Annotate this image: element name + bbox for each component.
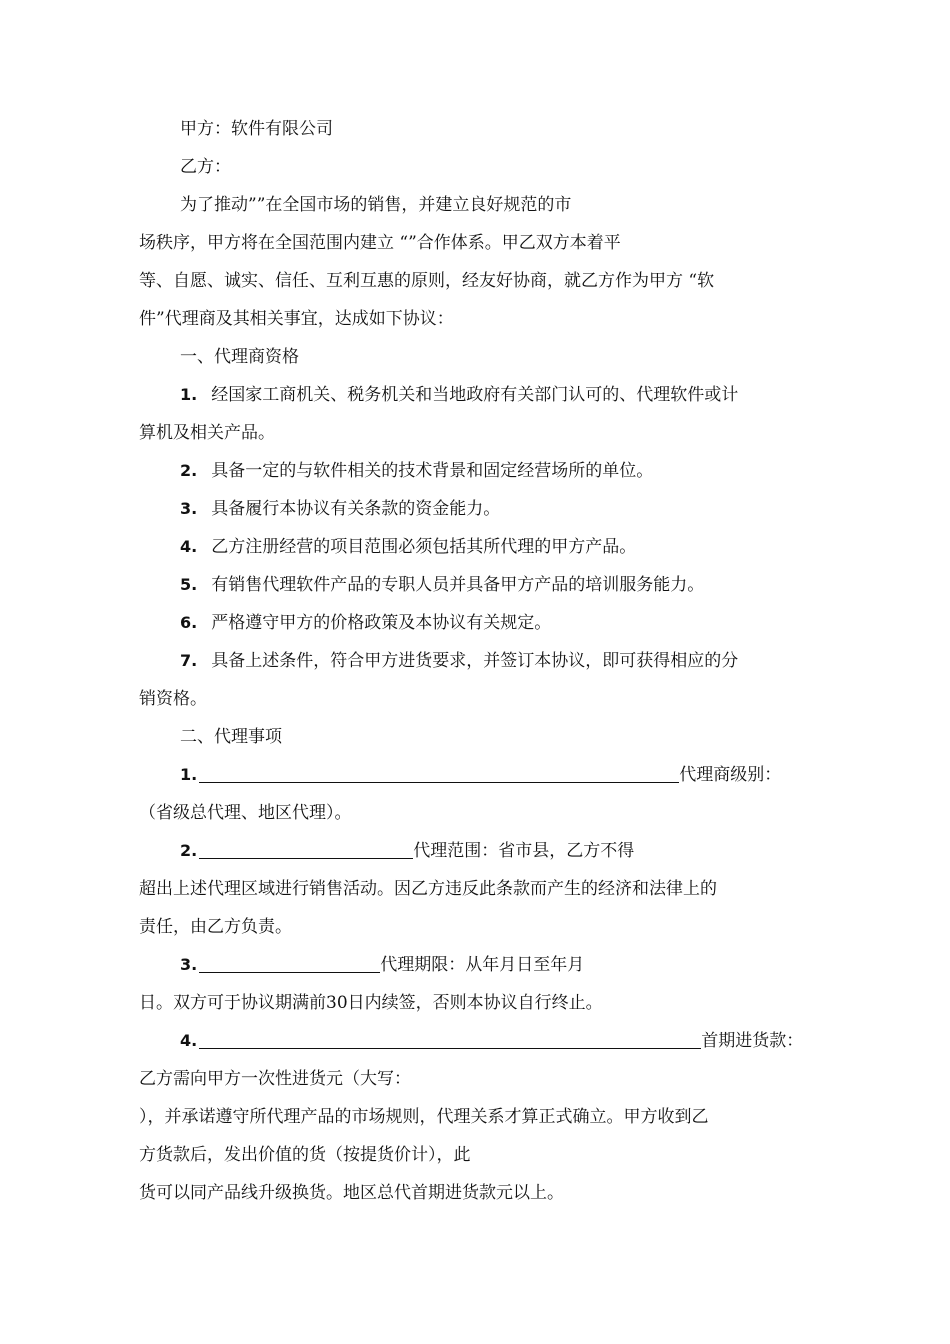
qualification-item-1-cont: 算机及相关产品。 [139, 423, 275, 443]
blank-fill-line [199, 839, 413, 859]
section-1-heading: 一、代理商资格 [180, 347, 299, 367]
intro-line-4: 件”代理商及其相关事宜，达成如下协议： [139, 309, 454, 329]
item-number: 3. [180, 499, 198, 518]
intro-line-2: 场秩序，甲方将在全国范围内建立 “”合作体系。甲乙双方本着平 [139, 233, 621, 253]
item-text: 代理期限：从年月日至年月 [380, 955, 585, 975]
item-number: 3. [180, 955, 198, 974]
qualification-item-3 [180, 497, 500, 521]
intro-line-3: 等、自愿、诚实、信任、互利互惠的原则，经友好协商，就乙方作为甲方 “软 [139, 271, 715, 291]
section-2-heading: 二、代理事项 [180, 727, 282, 747]
agency-item-4 [180, 1029, 803, 1053]
qualification-item-7-cont: 销资格。 [139, 689, 207, 709]
item-number: 2. [180, 841, 198, 860]
party-b-line: 乙方： [180, 157, 231, 177]
agency-item-1 [180, 763, 781, 787]
item-text: 具备履行本协议有关条款的资金能力。 [211, 499, 501, 519]
agency-item-3 [180, 953, 584, 977]
agency-item-4-cont-2: ），并承诺遵守所代理产品的市场规则，代理关系才算正式确立。甲方收到乙 [139, 1107, 709, 1127]
blank-fill-line [199, 1029, 701, 1049]
agency-item-4-cont-3: 方货款后，发出价值的货（按提货价计），此 [139, 1145, 471, 1165]
item-text: 代理范围：省市县，乙方不得 [413, 841, 635, 861]
qualification-item-4 [180, 535, 636, 559]
item-text: 首期进货款： [701, 1031, 804, 1051]
item-number: 1. [180, 765, 198, 784]
agency-item-1-cont: （省级总代理、地区代理）。 [139, 803, 352, 823]
agency-item-2-cont-1: 超出上述代理区域进行销售活动。因乙方违反此条款而产生的经济和法律上的 [139, 879, 717, 899]
item-text: 乙方注册经营的项目范围必须包括其所代理的甲方产品。 [211, 537, 637, 557]
qualification-item-6 [180, 611, 551, 635]
item-number: 4. [180, 537, 198, 556]
agency-item-4-cont-1: 乙方需向甲方一次性进货元（大写： [139, 1069, 411, 1089]
qualification-item-7 [180, 649, 738, 673]
agency-item-2 [180, 839, 634, 863]
item-text: 代理商级别： [679, 765, 782, 785]
qualification-item-5 [180, 573, 704, 597]
qualification-item-1 [180, 383, 738, 407]
item-number: 4. [180, 1031, 198, 1050]
item-text: 具备一定的与软件相关的技术背景和固定经营场所的单位。 [211, 461, 654, 481]
item-number: 5. [180, 575, 198, 594]
item-text: 有销售代理软件产品的专职人员并具备甲方产品的培训服务能力。 [211, 575, 705, 595]
qualification-item-2 [180, 459, 653, 483]
item-number: 2. [180, 461, 198, 480]
item-number: 6. [180, 613, 198, 632]
intro-line-1: 为了推动””在全国市场的销售，并建立良好规范的市 [180, 195, 572, 215]
blank-fill-line [199, 953, 380, 973]
item-number: 7. [180, 651, 198, 670]
item-text: 严格遵守甲方的价格政策及本协议有关规定。 [211, 613, 552, 633]
item-number: 1. [180, 385, 198, 404]
item-text: 具备上述条件，符合甲方进货要求，并签订本协议，即可获得相应的分 [211, 651, 739, 671]
agency-item-2-cont-2: 责任，由乙方负责。 [139, 917, 292, 937]
item-text: 经国家工商机关、税务机关和当地政府有关部门认可的、代理软件或计 [211, 385, 739, 405]
agency-item-3-cont: 日。双方可于协议期满前30日内续签，否则本协议自行终止。 [139, 993, 603, 1013]
agency-item-4-cont-4: 货可以同产品线升级换货。地区总代首期进货款元以上。 [139, 1183, 564, 1203]
party-a-line: 甲方：软件有限公司 [180, 119, 333, 139]
blank-fill-line [199, 763, 679, 783]
